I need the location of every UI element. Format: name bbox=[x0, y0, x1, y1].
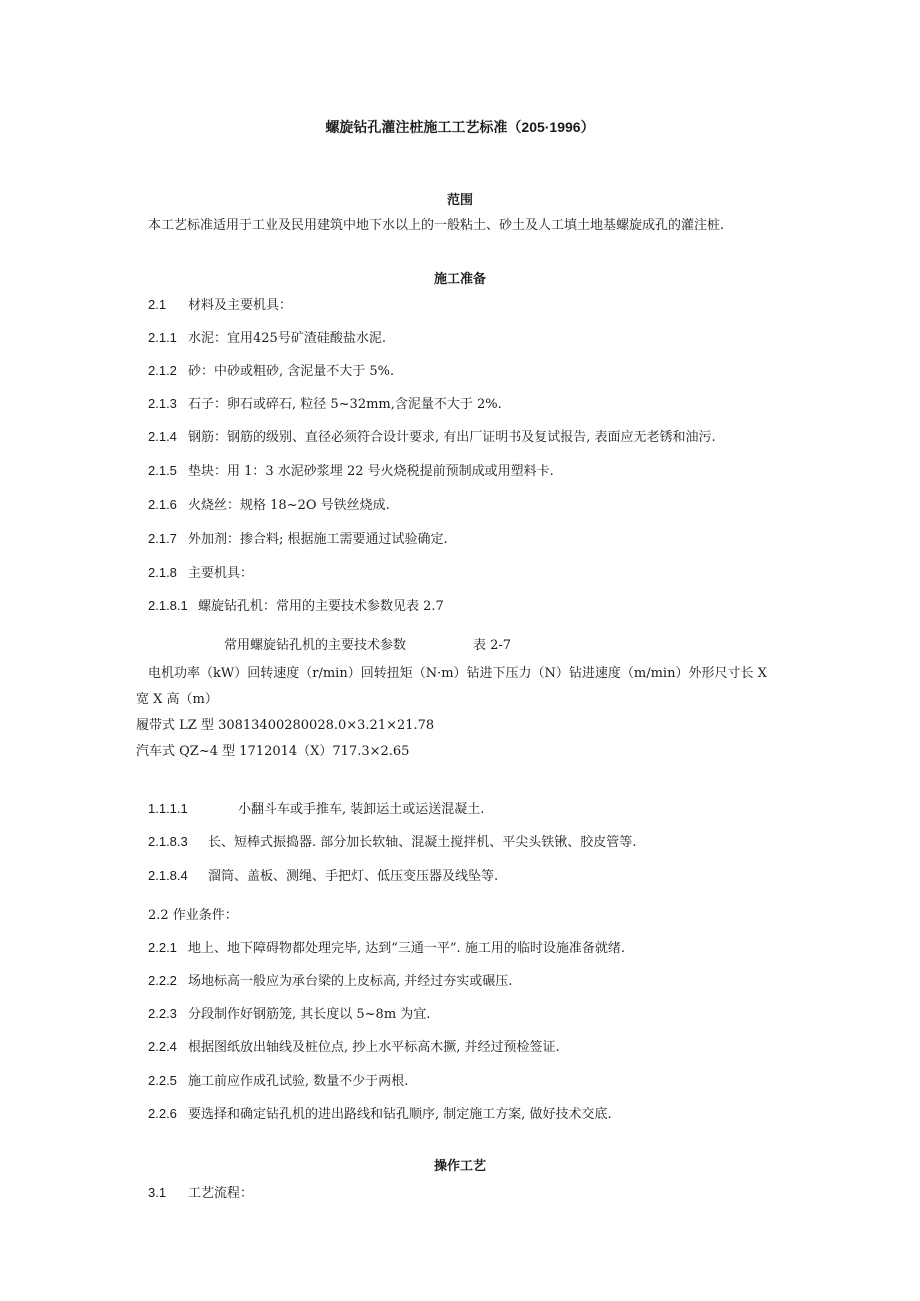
list-item bbox=[148, 1006, 430, 1023]
item-number: 2.1.8 bbox=[148, 565, 177, 580]
table-caption: 常用螺旋钻孔机的主要技术参数 bbox=[224, 638, 407, 653]
item-text: 垫块：用 1：3 水泥砂浆埋 22 号火烧税提前预制成或用塑料卡. bbox=[188, 464, 554, 479]
item-text: 砂：中砂或粗砂, 含泥量不大于 5%. bbox=[188, 364, 395, 379]
subsection-heading-conditions: 2.2 作业条件： bbox=[148, 908, 238, 923]
item-text: 根据图纸放出轴线及桩位点, 抄上水平标高木撅, 并经过预检签证. bbox=[188, 1040, 560, 1055]
section-heading-prep: 施工准备 bbox=[433, 271, 486, 286]
table-row: 履带式 LZ 型 30813400280028.0×3.21×21.78 bbox=[136, 718, 435, 733]
item-number: 2.1.8.4 bbox=[148, 868, 188, 883]
list-item bbox=[148, 363, 394, 380]
section-heading-ops: 操作工艺 bbox=[433, 1158, 486, 1173]
item-text: 地上、地下障碍物都处理完毕, 达到“三通一平”. 施工用的临时设施准备就绪. bbox=[188, 941, 625, 956]
item-number: 2.1.1 bbox=[148, 330, 177, 345]
list-item bbox=[148, 1106, 612, 1123]
list-item bbox=[148, 497, 390, 514]
table-row: 汽车式 QZ~4 型 1712014（X）717.3×2.65 bbox=[136, 744, 410, 759]
item-text: 火烧丝：规格 18~2O 号铁丝烧成. bbox=[188, 498, 390, 513]
item-number: 1.1.1.1 bbox=[148, 801, 188, 816]
item-text: 工艺流程： bbox=[188, 1186, 254, 1201]
item-text: 场地标高一般应为承台梁的上皮标高, 并经过夯实或碾压. bbox=[188, 974, 513, 989]
item-number: 2.1.8.3 bbox=[148, 834, 188, 849]
table-header-line-2: 宽 X 高（m） bbox=[136, 692, 218, 707]
item-text: 施工前应作成孔试验, 数量不少于两根. bbox=[188, 1074, 409, 1089]
item-number: 2.2.1 bbox=[148, 940, 177, 955]
item-text: 小翻斗车或手推车, 装卸运土或运送混凝土. bbox=[238, 802, 485, 817]
item-text: 外加剂：掺合料; 根据施工需要通过试验确定. bbox=[188, 532, 448, 547]
item-number: 2.1 bbox=[148, 297, 167, 312]
item-text: 材料及主要机具： bbox=[188, 298, 293, 313]
item-number: 3.1 bbox=[148, 1185, 167, 1200]
item-number: 2.2.5 bbox=[148, 1073, 177, 1088]
item-text: 水泥：宜用425号矿渣硅酸盐水泥. bbox=[188, 331, 386, 346]
list-item bbox=[148, 1185, 253, 1202]
list-item bbox=[148, 1039, 560, 1056]
list-item bbox=[148, 330, 386, 347]
section-heading-scope: 范围 bbox=[446, 192, 473, 207]
list-item bbox=[148, 429, 716, 446]
page-title: 螺旋钻孔灌注桩施工工艺标准（205·1996） bbox=[325, 119, 595, 135]
item-number: 2.2.4 bbox=[148, 1039, 177, 1054]
list-item bbox=[148, 531, 448, 548]
list-item bbox=[148, 801, 484, 818]
item-number: 2.1.8.1 bbox=[148, 598, 188, 613]
item-number: 2.2.6 bbox=[148, 1106, 177, 1121]
list-item bbox=[148, 396, 502, 413]
list-item bbox=[148, 940, 625, 957]
table-header-line-1: 电机功率（kW）回转速度（r/min）回转扭矩（N·m）钻进下压力（N）钻进速度（m/min）外形尺寸长 X bbox=[148, 666, 767, 681]
list-item bbox=[148, 834, 636, 851]
item-number: 2.1.3 bbox=[148, 396, 177, 411]
list-item bbox=[148, 868, 498, 885]
item-number: 2.2.2 bbox=[148, 973, 177, 988]
list-item bbox=[148, 565, 253, 582]
list-item bbox=[148, 598, 444, 615]
item-text: 钢筋：钢筋的级别、直径必须符合设计要求, 有出厂证明书及复试报告, 表面应无老锈和油污. bbox=[188, 430, 716, 445]
item-number: 2.1.2 bbox=[148, 363, 177, 378]
item-text: 主要机具： bbox=[188, 566, 254, 581]
item-text: 要选择和确定钻孔机的进出路线和钻孔顺序, 制定施工方案, 做好技术交底. bbox=[188, 1107, 612, 1122]
list-item bbox=[148, 463, 554, 480]
item-text: 长、短棒式振捣器. 部分加长软轴、混凝土搅拌机、平尖头铁锹、胶皮管等. bbox=[208, 835, 637, 850]
item-number: 2.2.3 bbox=[148, 1006, 177, 1021]
list-item bbox=[148, 973, 512, 990]
item-number: 2.1.7 bbox=[148, 531, 177, 546]
list-item bbox=[148, 297, 292, 314]
item-number: 2.1.6 bbox=[148, 497, 177, 512]
item-text: 螺旋钻孔机：常用的主要技术参数见表 2.7 bbox=[198, 599, 444, 614]
item-number: 2.1.5 bbox=[148, 463, 177, 478]
item-text: 分段制作好钢筋笼, 其长度以 5~8m 为宜. bbox=[188, 1007, 431, 1022]
item-text: 石子：卵石或碎石, 粒径 5~32mm,含泥量不大于 2%. bbox=[188, 397, 502, 412]
item-text: 溜筒、盖板、测绳、手把灯、低压变压器及线坠等. bbox=[208, 869, 499, 884]
table-number: 表 2-7 bbox=[473, 638, 512, 653]
scope-paragraph: 本工艺标准适用于工业及民用建筑中地下水以上的一般粘土、砂土及人工填土地基螺旋成孔的灌注桩. bbox=[148, 218, 725, 233]
item-number: 2.1.4 bbox=[148, 429, 177, 444]
list-item bbox=[148, 1073, 408, 1090]
